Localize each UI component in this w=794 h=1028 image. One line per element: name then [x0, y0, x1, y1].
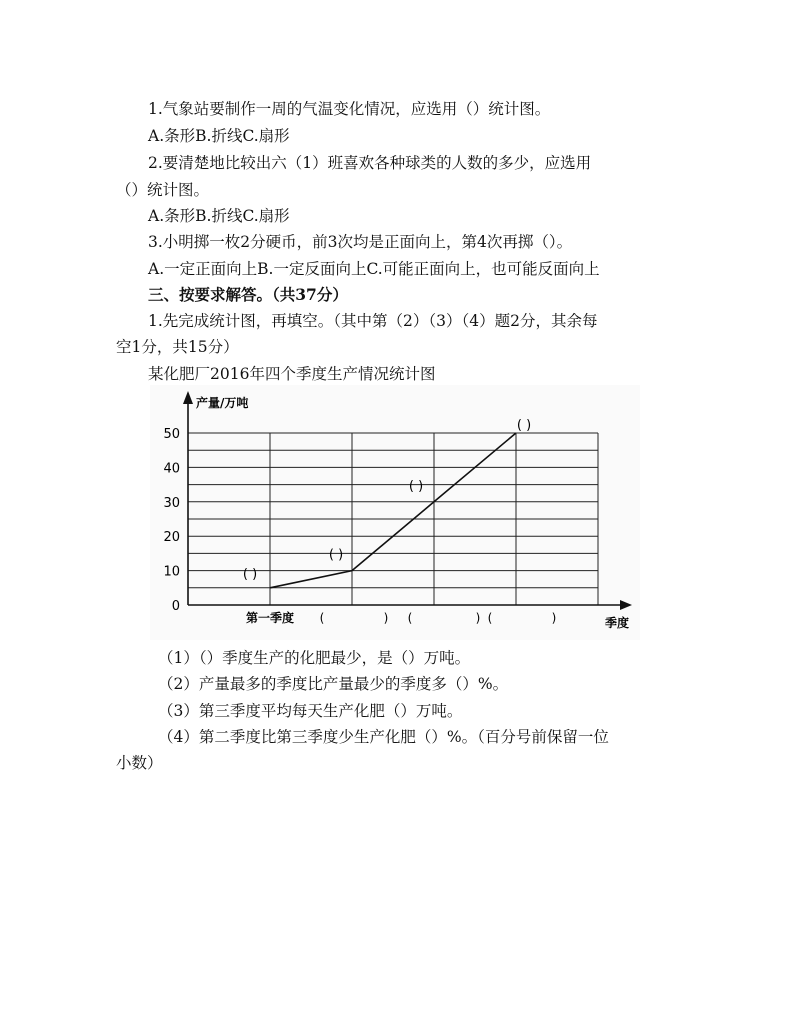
y-tick-label: 30 [163, 495, 180, 511]
y-tick-label: 50 [163, 427, 180, 442]
question-2-line-1: 2.要清楚地比较出六（1）班喜欢各种球类的人数的多少，应选用 [148, 154, 592, 172]
series-line [270, 433, 516, 588]
sub-question-4-line-2: 小数） [116, 754, 163, 772]
y-tick-label: 0 [171, 599, 180, 614]
section-question-1-line-1: 1.先完成统计图，再填空。（其中第（2）（3）（4）题2分，其余每 [148, 312, 598, 330]
question-1: 1.气象站要制作一周的气温变化情况，应选用（）统计图。 [148, 100, 551, 118]
x-tick-label: ( [407, 611, 413, 625]
section-question-1-line-2: 空1分，共15分） [116, 338, 239, 356]
y-tick-label: 10 [163, 564, 180, 580]
sub-question-4-line-1: （4）第二季度比第三季度少生产化肥（）%。（百分号前保留一位 [158, 728, 609, 746]
y-axis-arrow [183, 391, 193, 404]
x-tick-label: ) [551, 611, 557, 625]
data-label-blank: ( ) [242, 566, 258, 582]
question-1-options: A.条形B.折线C.扇形 [148, 127, 290, 145]
chart-svg [150, 385, 640, 640]
data-label-blank: ( ) [516, 418, 532, 433]
x-tick-label: ) [475, 611, 481, 625]
chart-labels [163, 395, 629, 630]
data-label-blank: ( ) [408, 478, 424, 494]
x-tick-label: ( [487, 611, 493, 625]
question-2-options: A.条形B.折线C.扇形 [148, 207, 290, 225]
section-heading: 三、按要求解答。（共37分） [148, 285, 348, 304]
sub-question-1: （1）（）季度生产的化肥最少，是（）万吨。 [158, 649, 471, 667]
x-axis-label: 季度 [605, 616, 630, 630]
y-tick-label: 40 [163, 461, 180, 477]
x-tick-label: ) [383, 611, 389, 625]
x-tick-label: 第一季度 [245, 611, 295, 625]
data-label-blank: ( ) [328, 547, 344, 563]
y-tick-label: 20 [163, 530, 180, 546]
chart-marks [270, 433, 516, 588]
x-tick-label: ( [319, 611, 325, 625]
y-axis-label: 产量/万吨 [196, 396, 249, 410]
sub-question-3: （3）第三季度平均每天生产化肥（）万吨。 [158, 702, 463, 720]
question-3: 3.小明掷一枚2分硬币，前3次均是正面向上，第4次再掷（）。 [148, 233, 573, 251]
sub-question-2: （2）产量最多的季度比产量最少的季度多（）%。 [158, 675, 509, 693]
question-2-line-2: （）统计图。 [116, 181, 210, 199]
line-chart [150, 385, 640, 640]
chart-title: 某化肥厂2016年四个季度生产情况统计图 [148, 365, 436, 383]
question-3-options: A.一定正面向上B.一定反面向上C.可能正面向上，也可能反面向上 [148, 260, 600, 278]
x-axis-arrow [620, 600, 632, 610]
